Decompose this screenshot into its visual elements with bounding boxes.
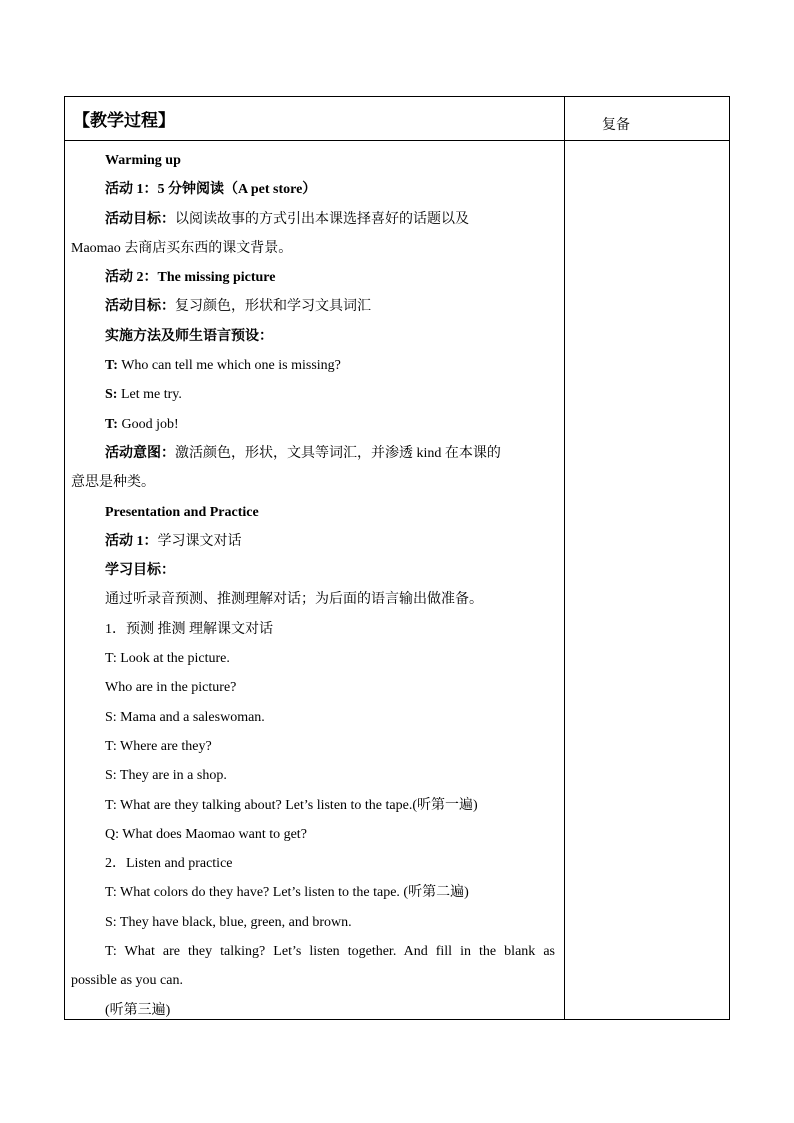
- content-line: [71, 708, 556, 737]
- lesson-table: [64, 96, 730, 1020]
- line-text: 5 分钟阅读（A pet store）: [157, 182, 317, 198]
- line-text: Let me try.: [117, 387, 182, 403]
- line-text: S: They are in a shop.: [105, 768, 227, 784]
- section-title: 【教学过程】: [73, 111, 175, 131]
- content-line: [71, 239, 556, 268]
- line-label: T:: [105, 416, 118, 432]
- content-line: [71, 942, 556, 971]
- lesson-content: [71, 151, 556, 1030]
- line-text: 以阅读故事的方式引出本课选择喜好的话题以及: [175, 211, 469, 227]
- column-divider: [564, 97, 565, 1019]
- line-text: Presentation and Practice: [105, 504, 259, 520]
- content-line: [71, 327, 556, 356]
- line-text: 意思是种类。: [71, 475, 155, 491]
- content-line: [71, 561, 556, 590]
- line-text: T: Look at the picture.: [105, 651, 230, 667]
- line-label: T:: [105, 358, 118, 374]
- line-text: T: What are they talking? Let’s listen together. And fill in the blank as: [105, 944, 555, 960]
- line-label: 活动目标：: [105, 211, 175, 227]
- content-line: [71, 766, 556, 795]
- line-text: 复习颜色，形状和学习文具词汇: [175, 299, 371, 315]
- content-line: [71, 503, 556, 532]
- line-text: 学习目标：: [105, 563, 175, 579]
- content-line: [71, 356, 556, 385]
- review-column-title: 复备: [602, 117, 630, 133]
- line-text: Maomao 去商店买东西的课文背景。: [71, 240, 293, 256]
- content-line: [71, 590, 556, 619]
- content-line: [71, 737, 556, 766]
- content-line: [71, 444, 556, 473]
- line-label: 活动 1：: [105, 182, 158, 198]
- content-line: [71, 415, 556, 444]
- line-text: 激活颜色，形状，文具等词汇，并渗透 kind 在本课的: [175, 445, 501, 461]
- line-text: 2．Listen and practice: [105, 856, 233, 872]
- content-line: [71, 825, 556, 854]
- content-line: [71, 268, 556, 297]
- line-label: S:: [105, 387, 118, 403]
- content-line: [71, 1001, 556, 1030]
- content-line: [71, 854, 556, 883]
- line-text: The missing picture: [157, 270, 276, 286]
- content-line: [71, 649, 556, 678]
- content-line: [71, 796, 556, 825]
- line-text: Q: What does Maomao want to get?: [105, 826, 307, 842]
- header-divider: [65, 140, 729, 141]
- content-line: [71, 678, 556, 707]
- line-text: Who can tell me which one is missing?: [117, 358, 341, 374]
- line-text: 1．预测 推测 理解课文对话: [105, 621, 273, 637]
- line-label: 活动 2：: [105, 270, 158, 286]
- content-line: [71, 297, 556, 326]
- content-line: [71, 180, 556, 209]
- line-text: Who are in the picture?: [105, 680, 237, 696]
- line-label: 活动 1：: [105, 533, 158, 549]
- line-text: S: They have black, blue, green, and brown.: [105, 914, 352, 930]
- line-text: 通过听录音预测、推测理解对话；为后面的语言输出做准备。: [105, 592, 483, 608]
- content-line: [71, 620, 556, 649]
- line-text: S: Mama and a saleswoman.: [105, 709, 265, 725]
- content-line: [71, 532, 556, 561]
- content-line: [71, 883, 556, 912]
- content-line: [71, 913, 556, 942]
- line-label: 活动意图：: [105, 445, 175, 461]
- line-text: Good job!: [117, 416, 179, 432]
- content-line: [71, 971, 556, 1000]
- line-text: possible as you can.: [71, 973, 183, 989]
- line-text: T: What are they talking about? Let’s listen to the tape.(听第一遍): [105, 797, 478, 813]
- line-text: 学习课文对话: [157, 533, 242, 549]
- line-text: Warming up: [105, 153, 181, 168]
- line-text: 实施方法及师生语言预设：: [105, 328, 273, 344]
- line-label: 活动目标：: [105, 299, 175, 315]
- content-line: [71, 385, 556, 414]
- content-line: [71, 210, 556, 239]
- content-line: [71, 151, 556, 180]
- line-text: T: What colors do they have? Let’s listen to the tape. (听第二遍): [105, 885, 469, 901]
- line-text: T: Where are they?: [105, 738, 212, 754]
- line-text: (听第三遍): [105, 1002, 171, 1018]
- content-line: [71, 473, 556, 502]
